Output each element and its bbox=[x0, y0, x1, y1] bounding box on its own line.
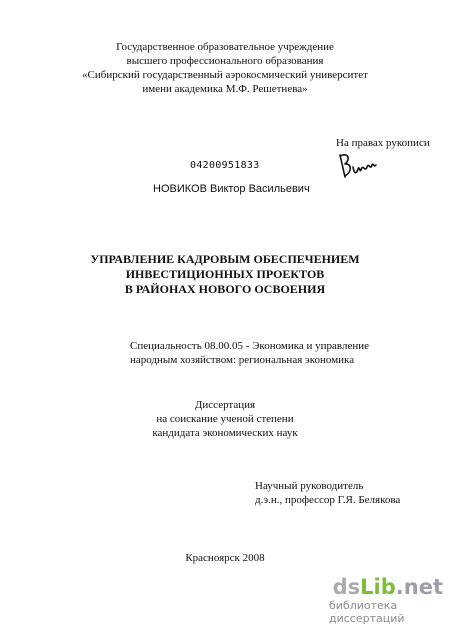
title-line-2: ИНВЕСТИЦИОННЫХ ПРОЕКТОВ bbox=[125, 267, 325, 281]
dslib-watermark bbox=[329, 575, 447, 625]
title-line-3: В РАЙОНАХ НОВОГО ОСВОЕНИЯ bbox=[124, 282, 326, 296]
catalog-number: 04200951833 bbox=[190, 160, 260, 171]
institution-line-2: высшего профессионального образования bbox=[126, 55, 324, 67]
advisor-block bbox=[255, 479, 400, 507]
dslib-logo bbox=[333, 575, 443, 599]
signature-icon bbox=[336, 151, 380, 181]
city-year: Красноярск 2008 bbox=[185, 552, 265, 564]
title-line-1: УПРАВЛЕНИЕ КАДРОВЫМ ОБЕСПЕЧЕНИЕМ bbox=[90, 252, 360, 266]
logo-part-lib: Lib bbox=[360, 575, 396, 599]
institution-header bbox=[0, 40, 450, 96]
specialty-block bbox=[130, 339, 369, 367]
advisor-name: д.э.н., профессор Г.Я. Белякова bbox=[255, 494, 401, 506]
author-name: НОВИКОВ Виктор Васильевич bbox=[153, 183, 310, 195]
degree-block bbox=[0, 398, 450, 440]
watermark-subtitle: библиотека диссертаций bbox=[329, 599, 405, 625]
degree-line-2: на соискание ученой степени bbox=[156, 413, 294, 425]
specialty-line-2: народным хозяйством: региональная экономика bbox=[130, 354, 355, 366]
degree-line-1: Диссертация bbox=[194, 399, 256, 411]
rights-note: На правах рукописи bbox=[336, 137, 430, 149]
degree-line-3: кандидата экономических наук bbox=[152, 427, 298, 439]
institution-line-3: «Сибирский государственный аэрокосмический университет bbox=[82, 69, 368, 81]
logo-part-net: .net bbox=[395, 575, 443, 599]
logo-part-ds: ds bbox=[332, 575, 361, 599]
institution-line-4: имени академика М.Ф. Решетнева» bbox=[142, 83, 308, 95]
specialty-line-1: Специальность 08.00.05 - Экономика и управление bbox=[130, 340, 370, 352]
dissertation-title bbox=[0, 252, 450, 297]
institution-line-1: Государственное образовательное учреждение bbox=[116, 41, 334, 53]
advisor-label: Научный руководитель bbox=[255, 480, 364, 492]
